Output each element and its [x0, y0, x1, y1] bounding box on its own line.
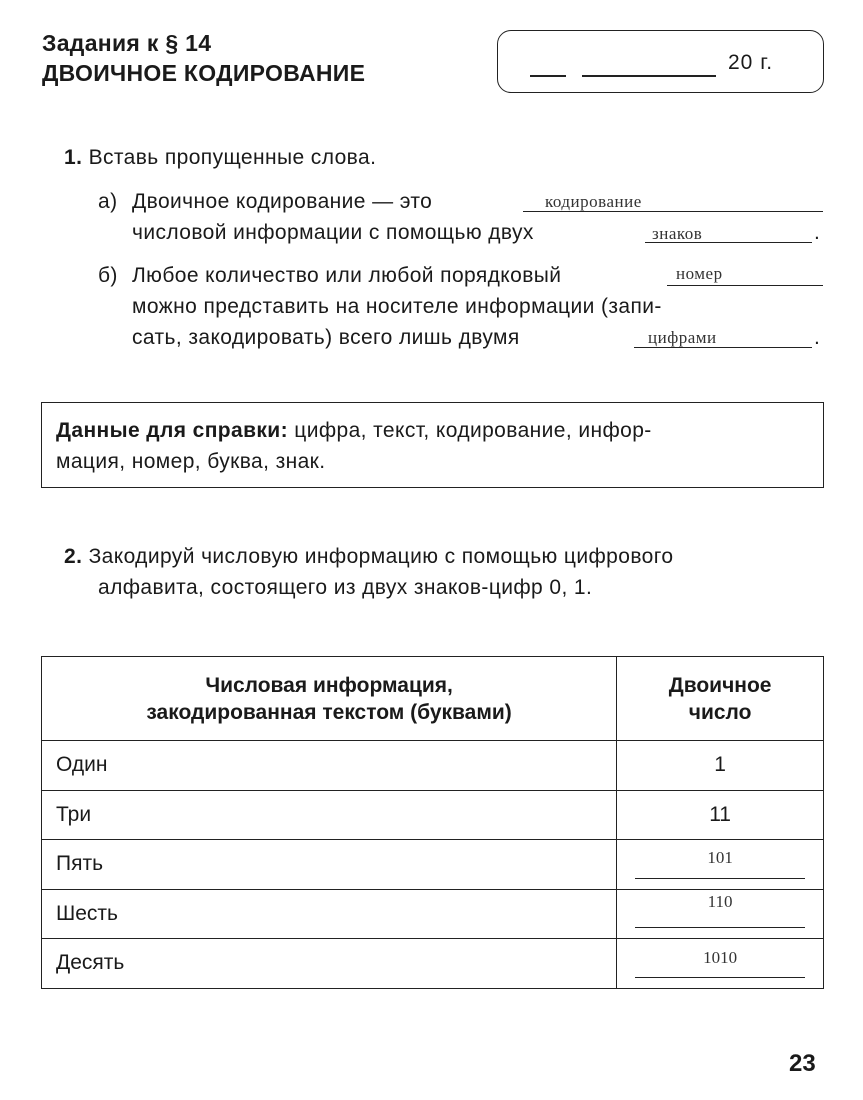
task1a-line2: числовой информации с помощью двух: [132, 221, 534, 244]
section-title: ДВОИЧНОЕ КОДИРОВАНИЕ: [42, 60, 366, 86]
reference-line1: цифра, текст, кодирование, инфор-: [294, 419, 652, 442]
reference-line2: мация, номер, буква, знак.: [56, 450, 326, 473]
binary-value-cell: 11: [617, 790, 824, 840]
task2-line2: алфавита, состоящего из двух знаков-цифр 0, 1.: [98, 576, 593, 599]
task1a-label: а): [98, 190, 118, 213]
date-box: [497, 30, 824, 93]
row-text-cell: Три: [42, 790, 617, 840]
task1a-line1: Двоичное кодирование — это: [132, 190, 433, 213]
answer-blank-line: [635, 878, 805, 879]
task1b-label: б): [98, 264, 118, 287]
task1b-line1: Любое количество или любой порядковый: [132, 264, 562, 287]
task1a-answer2: знаков: [652, 224, 703, 243]
task1b-period: .: [814, 326, 821, 349]
answer-blank-line: [635, 977, 805, 978]
reference-label: Данные для справки:: [56, 419, 289, 442]
reference-box: [41, 402, 824, 488]
task1-text: Вставь пропущенные слова.: [88, 146, 377, 169]
binary-value-cell: 1: [617, 741, 824, 791]
row-text-cell: Пять: [42, 840, 617, 890]
page-title: [42, 28, 365, 88]
binary-answer-cell[interactable]: [617, 939, 824, 989]
task2-line1: Закодируй числовую информацию с помощью цифрового: [88, 545, 674, 568]
task1b-answer1: номер: [676, 264, 723, 283]
task1b-line2: можно представить на носителе информации (запи-: [132, 295, 662, 318]
task2-number: 2.: [64, 545, 83, 568]
row-text-cell: Один: [42, 741, 617, 791]
section-subtitle: Задания к § 14: [42, 30, 212, 56]
binary-answer: 110: [707, 891, 733, 911]
task1a-period: .: [814, 221, 821, 244]
table-row: [42, 741, 824, 791]
table-row: [42, 840, 824, 890]
table-row: [42, 889, 824, 939]
header-binary-line1: Двоичное: [668, 673, 772, 697]
binary-answer: 101: [707, 848, 733, 867]
column-header-text: [42, 657, 617, 741]
binary-answer-cell[interactable]: [617, 889, 824, 939]
header-text-line1: Числовая информация,: [205, 673, 453, 697]
task1b-line3: сать, закодировать) всего лишь двумя: [132, 326, 520, 349]
table-row: [42, 939, 824, 989]
answer-blank-line: [635, 927, 805, 928]
date-year-label: 20 г.: [728, 51, 774, 74]
task1a-answer1: кодирование: [545, 192, 642, 211]
header-binary-line2: число: [688, 700, 752, 724]
date-day-blank[interactable]: [530, 75, 566, 77]
task1-prompt: [64, 142, 376, 173]
row-text-cell: Десять: [42, 939, 617, 989]
date-month-blank[interactable]: [582, 75, 716, 77]
binary-answer-cell[interactable]: [617, 840, 824, 890]
page-number: 23: [789, 1050, 816, 1077]
column-header-binary: [617, 657, 824, 741]
task1b-answer2: цифрами: [648, 328, 717, 347]
task1-number: 1.: [64, 146, 83, 169]
header-text-line2: закодированная текстом (буквами): [146, 700, 512, 724]
encoding-table: [41, 656, 824, 989]
binary-answer: 1010: [703, 948, 738, 967]
task2-prompt: [64, 541, 673, 572]
row-text-cell: Шесть: [42, 889, 617, 939]
table-row: [42, 790, 824, 840]
